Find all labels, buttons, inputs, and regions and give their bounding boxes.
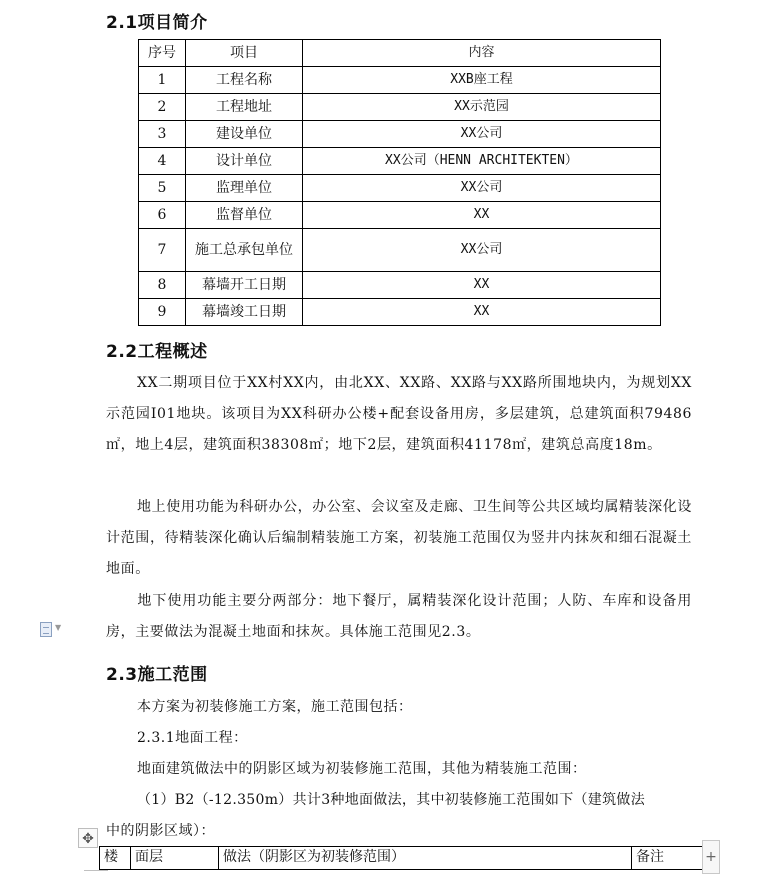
overview-paragraph-1 [106,368,692,461]
table-row [139,175,661,202]
table-row [139,272,661,299]
cell-content: XX示范园 [303,94,661,121]
project-info-table [138,39,661,326]
table-header-row [139,40,661,67]
add-column-icon[interactable]: + [702,840,720,874]
cell-item: 监督单位 [186,202,303,229]
scope-line-2: （1）B2（-12.350m）共计3种地面做法，其中初装修施工范围如下（建筑做法 [137,792,645,808]
table-move-handle-icon[interactable]: ✥ [78,828,98,848]
cell-item: 工程名称 [186,67,303,94]
section-heading-2-3: 2.3施工范围 [106,665,208,685]
table-row [139,67,661,94]
cell-item: 幕墙竣工日期 [186,299,303,326]
table-row [139,299,661,326]
cell-index: 7 [139,229,186,272]
cell-content: XX [303,272,661,299]
cell-item: 监理单位 [186,175,303,202]
section-heading-2-1: 2.1项目简介 [106,13,208,33]
document-sheet-icon [40,622,52,637]
cell-item: 施工总承包单位 [186,229,303,272]
cell-content: XX公司（HENN ARCHITEKTEN） [303,148,661,175]
header-cell-remark: 备注 [632,847,707,870]
header-cell-floor: 楼 [100,847,131,870]
overview-text-2: 地上使用功能为科研办公，办公室、会议室及走廊、卫生间等公共区域均属精装深化设计范围，待精装深化确认后编制精装施工方案，初装施工范围仅为竖井内抹灰和细石混凝土地面。 [106,499,692,577]
margin-mark [84,870,108,871]
cell-item: 工程地址 [186,94,303,121]
table-row [139,229,661,272]
overview-paragraph-3 [106,586,692,648]
cell-index: 4 [139,148,186,175]
cell-item: 设计单位 [186,148,303,175]
cell-index: 3 [139,121,186,148]
table-row [139,121,661,148]
floor-method-table [99,846,707,870]
cell-content: XX公司 [303,121,661,148]
cell-content: XX [303,202,661,229]
scope-line-3: 中的阴影区域）： [106,823,215,839]
overview-text-3: 地下使用功能主要分两部分：地下餐厅，属精装深化设计范围；人防、车库和设备用房，主要做法为混凝土地面和抹灰。具体施工范围见2.3。 [106,593,692,640]
chevron-down-icon: ▼ [55,623,62,632]
cell-content: XX公司 [303,229,661,272]
cell-index: 8 [139,272,186,299]
overview-paragraph-2 [106,492,692,585]
overview-text-1: XX二期项目位于XX村XX内，由北XX、XX路、XX路与XX路所围地块内，为规划XX示范园I01地块。该项目为XX科研办公楼+配套设备用房，多层建筑，总建筑面积79486㎡，地上4层，建筑面积38308㎡；地下2层，建筑面积41178㎡，建筑总高度18m。 [106,375,692,453]
cell-index: 5 [139,175,186,202]
table-header-row [100,847,707,870]
cell-item: 建设单位 [186,121,303,148]
table-row [139,202,661,229]
scope-line-1: 地面建筑做法中的阴影区域为初装修施工范围，其他为精装施工范围： [137,761,587,777]
cell-index: 2 [139,94,186,121]
cell-content: XX公司 [303,175,661,202]
header-cell-content: 内容 [303,40,661,67]
header-cell-item: 项目 [186,40,303,67]
cell-item: 幕墙开工日期 [186,272,303,299]
cell-content: XX [303,299,661,326]
header-cell-method: 做法（阴影区为初装修范围） [219,847,632,870]
document-icon[interactable] [40,622,66,638]
scope-subheading: 2.3.1地面工程： [137,730,248,746]
cell-index: 1 [139,67,186,94]
cell-content: XXB座工程 [303,67,661,94]
table-row [139,94,661,121]
table-row [139,148,661,175]
cell-index: 6 [139,202,186,229]
header-cell-index: 序号 [139,40,186,67]
section-heading-2-2: 2.2工程概述 [106,342,208,362]
header-cell-surface: 面层 [131,847,219,870]
cell-index: 9 [139,299,186,326]
scope-intro: 本方案为初装修施工方案，施工范围包括： [137,699,413,715]
